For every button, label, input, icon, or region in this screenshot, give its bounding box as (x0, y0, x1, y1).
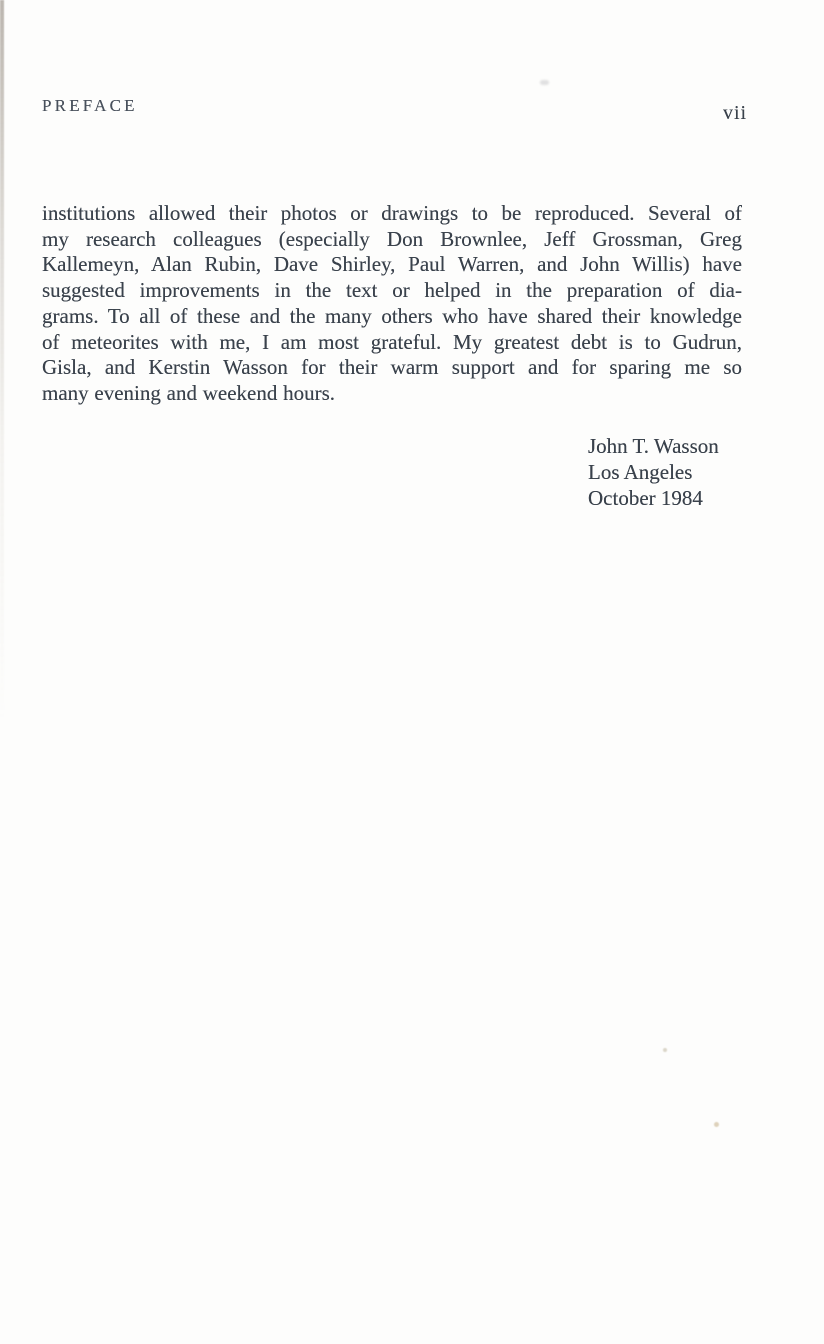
dust-speck (663, 1048, 667, 1052)
paragraph-line: institutions allowed their photos or drawings to be reproduced. Several of (42, 201, 742, 225)
signature-name: John T. Wasson (588, 434, 719, 458)
dust-speck (540, 80, 549, 85)
preface-paragraph (42, 201, 742, 407)
page-number: vii (723, 102, 748, 124)
paragraph-line: of meteorites with me, I am most grateful. My greatest debt is to Gudrun, (42, 329, 742, 354)
scan-gutter-shadow (0, 0, 4, 720)
running-head: PREFACE (42, 96, 138, 115)
signature-block (588, 433, 719, 511)
paragraph-line: many evening and weekend hours. (42, 380, 335, 405)
paragraph-line: suggested improvements in the text or helped in the preparation of dia- (42, 278, 742, 303)
paragraph-line: my research colleagues (especially Don Brownlee, Jeff Grossman, Greg (42, 226, 742, 251)
paragraph-line: Kallemeyn, Alan Rubin, Dave Shirley, Paul Warren, and John Willis) have (42, 252, 742, 277)
signature-date: October 1984 (588, 486, 703, 510)
dust-speck (714, 1122, 719, 1127)
paragraph-line: grams. To all of these and the many others who have shared their knowledge (42, 303, 742, 328)
signature-place: Los Angeles (588, 460, 693, 484)
paragraph-line: Gisla, and Kerstin Wasson for their warm support and for sparing me so (42, 355, 742, 380)
